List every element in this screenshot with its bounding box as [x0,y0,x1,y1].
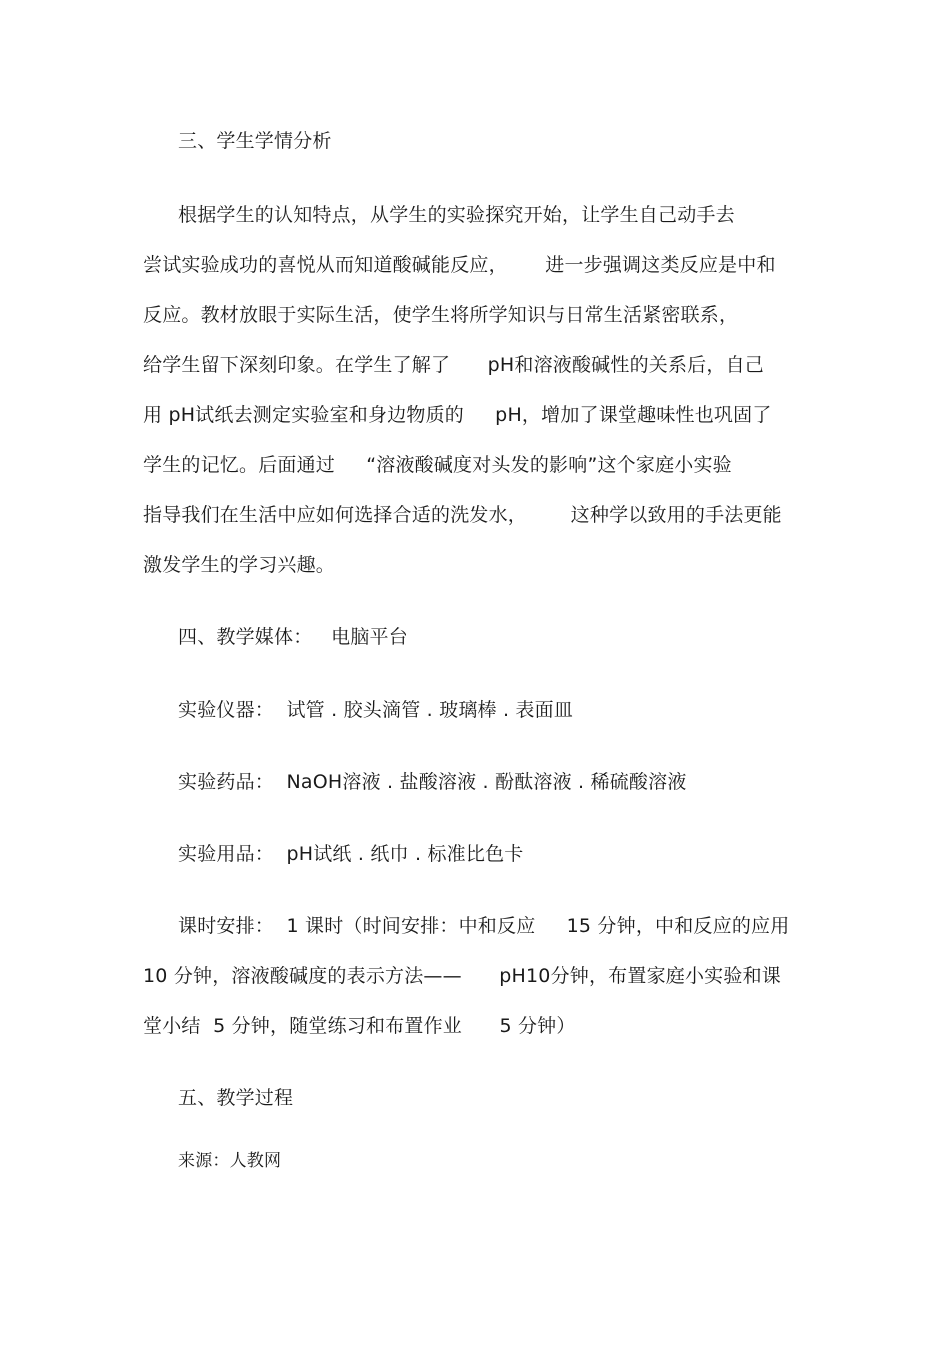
section-4-heading: 四、教学媒体： 电脑平台 [178,626,408,648]
section-5-heading: 五、教学过程 [178,1087,294,1109]
paragraph-line: 激发学生的学习兴趣。 [143,554,336,576]
source-note: 来源：人教网 [178,1151,282,1171]
paragraph-line: 反应。教材放眼于实际生活，使学生将所学知识与日常生活紧密联系， [143,304,739,326]
paragraph-line: 给学生留下深刻印象。在学生了解了 pH和溶液酸碱性的关系后，自己 [143,354,764,376]
paragraph-line: 尝试实验成功的喜悦从而知道酸碱能反应， 进一步强调这类反应是中和 [143,254,776,276]
schedule-line: 课时安排： 1 课时（时间安排：中和反应 15 分钟，中和反应的应用 [178,915,790,937]
reagents-line: 实验药品： NaOH溶液 . 盐酸溶液 . 酚酞溶液 . 稀硫酸溶液 [178,771,687,793]
schedule-line: 堂小结 5 分钟，随堂练习和布置作业 5 分钟） [143,1015,576,1037]
instruments-line: 实验仪器： 试管 . 胶头滴管 . 玻璃棒 . 表面皿 [178,699,574,721]
supplies-line: 实验用品： pH试纸 . 纸巾 . 标准比色卡 [178,843,524,865]
paragraph-line: 学生的记忆。后面通过 “溶液酸碱度对头发的影响”这个家庭小实验 [143,454,732,476]
schedule-line: 10 分钟，溶液酸碱度的表示方法—— pH10分钟，布置家庭小实验和课 [143,965,781,987]
paragraph-line: 用 pH试纸去测定实验室和身边物质的 pH，增加了课堂趣味性也巩固了 [143,404,772,426]
section-3-heading: 三、学生学情分析 [178,130,332,152]
paragraph-line: 根据学生的认知特点，从学生的实验探究开始，让学生自己动手去 [178,204,735,226]
paragraph-line: 指导我们在生活中应如何选择合适的洗发水， 这种学以致用的手法更能 [143,504,782,526]
